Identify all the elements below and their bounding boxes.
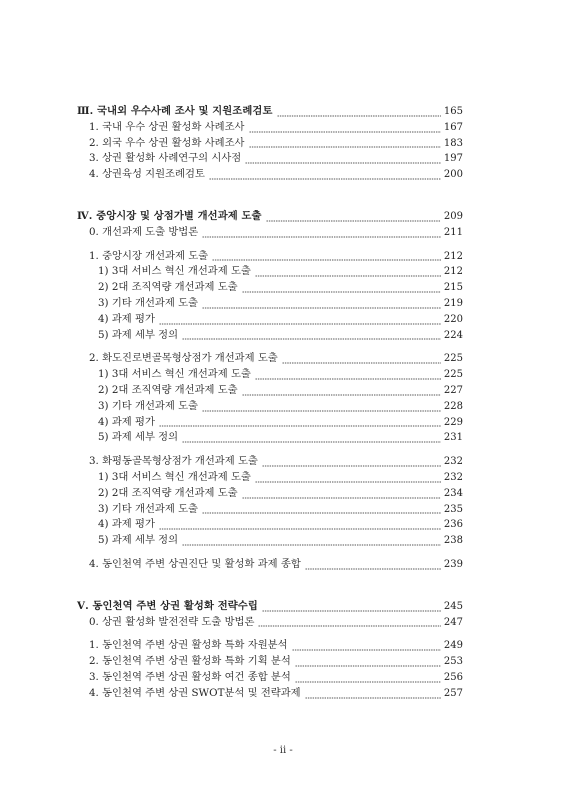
toc-entry[interactable] — [77, 151, 463, 167]
dot-leader — [242, 394, 441, 396]
toc-entry-page: 224 — [443, 329, 463, 341]
spacer — [77, 549, 463, 557]
dot-leader — [295, 681, 441, 683]
spacer — [77, 573, 463, 599]
toc-chapter-5[interactable] — [77, 599, 463, 615]
toc-subentry[interactable] — [77, 383, 463, 399]
toc-subentry[interactable] — [77, 367, 463, 383]
dot-leader — [262, 465, 441, 467]
dot-leader — [159, 425, 441, 427]
spacer — [77, 446, 463, 454]
toc-entry-page: 229 — [443, 416, 463, 428]
toc-entry[interactable] — [77, 615, 463, 631]
toc-entry-page: 234 — [443, 487, 463, 499]
dot-leader — [212, 259, 441, 261]
toc-entry-title: 4) 과제 평가 — [98, 415, 155, 428]
toc-entry-page: 165 — [443, 106, 463, 117]
toc-entry[interactable] — [77, 654, 463, 670]
toc-chapter-3[interactable] — [77, 104, 463, 120]
toc-entry-page: 183 — [443, 137, 463, 149]
toc-subentry[interactable] — [77, 517, 463, 533]
spacer — [77, 241, 463, 249]
toc-subentry[interactable] — [77, 328, 463, 344]
dot-leader — [182, 544, 441, 546]
toc-subentry[interactable] — [77, 312, 463, 328]
toc-entry-title: 0. 상권 활성화 발전전략 도출 방법론 — [89, 615, 255, 628]
toc-entry-page: 225 — [443, 369, 463, 381]
toc-subentry[interactable] — [77, 533, 463, 549]
dot-leader — [202, 307, 441, 309]
toc-entry-page: 232 — [443, 456, 463, 468]
toc-subentry[interactable] — [77, 502, 463, 518]
toc-entry-title: 1) 3대 서비스 혁신 개선과제 도출 — [98, 265, 251, 278]
toc-entry-title: 1) 3대 서비스 혁신 개선과제 도출 — [98, 368, 251, 381]
dot-leader — [242, 497, 441, 499]
toc-entry-title: 2. 화도진로변골목형상점가 개선과제 도출 — [89, 352, 278, 365]
toc-entry-page: 231 — [443, 432, 463, 444]
dot-leader — [277, 115, 441, 117]
toc-entry-title: 1. 중앙시장 개선과제 도출 — [89, 249, 209, 262]
toc-entry-title: 2) 2대 조직역량 개선과제 도출 — [98, 383, 238, 396]
dot-leader — [305, 697, 441, 699]
toc-entry-title: 5) 과제 세부 정의 — [98, 431, 179, 444]
toc-entry-page: 256 — [443, 671, 463, 683]
toc-entry-title: Ⅲ. 국내외 우수사례 조사 및 지원조례검토 — [77, 105, 273, 117]
toc-entry[interactable] — [77, 225, 463, 241]
toc-entry[interactable] — [77, 167, 463, 183]
dot-leader — [262, 610, 441, 612]
spacer — [77, 343, 463, 351]
toc-entry-title: 3. 동인천역 주변 상권 활성화 여건 종합 분석 — [89, 670, 291, 683]
toc-entry-page: 249 — [443, 640, 463, 652]
toc-subentry[interactable] — [77, 470, 463, 486]
toc-entry-title: 1) 3대 서비스 혁신 개선과제 도출 — [98, 470, 251, 483]
toc-entry-page: 227 — [443, 384, 463, 396]
dot-leader — [255, 275, 441, 277]
toc-entry-page: 211 — [443, 226, 463, 238]
toc-entry-page: 235 — [443, 503, 463, 515]
spacer — [77, 183, 463, 209]
dot-leader — [255, 481, 441, 483]
toc-subentry[interactable] — [77, 296, 463, 312]
toc-subentry[interactable] — [77, 399, 463, 415]
toc-entry-title: 5) 과제 세부 정의 — [98, 328, 179, 341]
toc-entry[interactable] — [77, 120, 463, 136]
dot-leader — [209, 178, 441, 180]
toc-entry-page: 253 — [443, 656, 463, 668]
toc-entry[interactable] — [77, 351, 463, 367]
toc-entry-page: 212 — [443, 266, 463, 278]
toc-entry[interactable] — [77, 136, 463, 152]
dot-leader — [182, 338, 441, 340]
table-of-contents — [77, 104, 463, 702]
toc-entry-title: Ⅴ. 동인천역 주변 상권 활성화 전략수립 — [77, 599, 258, 612]
dot-leader — [245, 162, 441, 164]
dot-leader — [249, 146, 441, 148]
toc-subentry[interactable] — [77, 280, 463, 296]
toc-entry[interactable] — [77, 670, 463, 686]
toc-subentry[interactable] — [77, 264, 463, 280]
toc-entry-title: 4. 동인천역 주변 상권진단 및 활성화 과제 종합 — [89, 557, 301, 570]
toc-entry-title: 1. 동인천역 주변 상권 활성화 특화 자원분석 — [89, 639, 288, 652]
dot-leader — [202, 410, 441, 412]
dot-leader — [242, 291, 441, 293]
page-number-footer: - ii - — [273, 745, 293, 756]
toc-subentry[interactable] — [77, 430, 463, 446]
toc-entry-title: 3) 기타 개선과제 도출 — [98, 399, 198, 412]
toc-entry-page: 219 — [443, 297, 463, 309]
dot-leader — [202, 512, 441, 514]
toc-subentry[interactable] — [77, 486, 463, 502]
toc-entry-page: 238 — [443, 535, 463, 547]
toc-entry[interactable] — [77, 249, 463, 265]
dot-leader — [292, 649, 441, 651]
toc-entry-title: 2) 2대 조직역량 개선과제 도출 — [98, 486, 238, 499]
toc-entry-title: 2) 2대 조직역량 개선과제 도출 — [98, 281, 238, 294]
toc-entry-page: 236 — [443, 519, 463, 531]
toc-entry[interactable] — [77, 454, 463, 470]
toc-entry-page: 245 — [443, 600, 463, 612]
toc-entry-page: 228 — [443, 400, 463, 412]
dot-leader — [266, 220, 441, 222]
toc-entry-page: 239 — [443, 558, 463, 570]
toc-entry-title: 0. 개선과제 도출 방법론 — [89, 225, 199, 238]
toc-entry-title: 4) 과제 평가 — [98, 312, 155, 325]
toc-entry-title: 4. 상권육성 지원조례검토 — [89, 168, 205, 181]
dot-leader — [182, 441, 441, 443]
toc-entry-page: 257 — [443, 687, 463, 699]
toc-entry-title: 2. 외국 우수 상권 활성화 사례조사 — [89, 136, 245, 149]
toc-entry-page: 220 — [443, 313, 463, 325]
toc-entry-title: 3. 화평동골목형상점가 개선과제 도출 — [89, 455, 258, 468]
toc-entry-title: 3) 기타 개선과제 도출 — [98, 502, 198, 515]
toc-entry-page: 232 — [443, 471, 463, 483]
toc-entry-title: 2. 동인천역 주변 상권 활성화 특화 기획 분석 — [89, 655, 291, 668]
dot-leader — [295, 665, 441, 667]
dot-leader — [255, 378, 441, 380]
toc-entry-title: 1. 국내 우수 상권 활성화 사례조사 — [89, 120, 245, 133]
toc-entry-page: 200 — [443, 169, 463, 181]
toc-entry-page: 215 — [443, 282, 463, 294]
dot-leader — [202, 236, 441, 238]
dot-leader — [282, 362, 441, 364]
toc-entry-page: 212 — [443, 250, 463, 262]
toc-entry[interactable] — [77, 638, 463, 654]
toc-entry-title: 3. 상권 활성화 사례연구의 시사점 — [89, 152, 242, 165]
dot-leader — [159, 528, 441, 530]
toc-entry-title: 5) 과제 세부 정의 — [98, 534, 179, 547]
toc-subentry[interactable] — [77, 415, 463, 431]
toc-entry-title: 4) 과제 평가 — [98, 518, 155, 531]
toc-entry[interactable] — [77, 686, 463, 702]
toc-entry-page: 225 — [443, 353, 463, 365]
spacer — [77, 630, 463, 638]
toc-entry[interactable] — [77, 557, 463, 573]
dot-leader — [249, 131, 441, 133]
dot-leader — [258, 625, 440, 627]
toc-entry-title: Ⅳ. 중앙시장 및 상점가별 개선과제 도출 — [77, 209, 262, 222]
toc-chapter-4[interactable] — [77, 209, 463, 225]
toc-entry-title: 3) 기타 개선과제 도출 — [98, 296, 198, 309]
toc-entry-title: 4. 동인천역 주변 상권 SWOT분석 및 전략과제 — [89, 686, 301, 699]
toc-entry-page: 209 — [443, 210, 463, 222]
dot-leader — [159, 323, 441, 325]
toc-entry-page: 197 — [443, 153, 463, 165]
dot-leader — [305, 568, 441, 570]
toc-entry-page: 167 — [443, 121, 463, 133]
toc-entry-page: 247 — [443, 616, 463, 628]
